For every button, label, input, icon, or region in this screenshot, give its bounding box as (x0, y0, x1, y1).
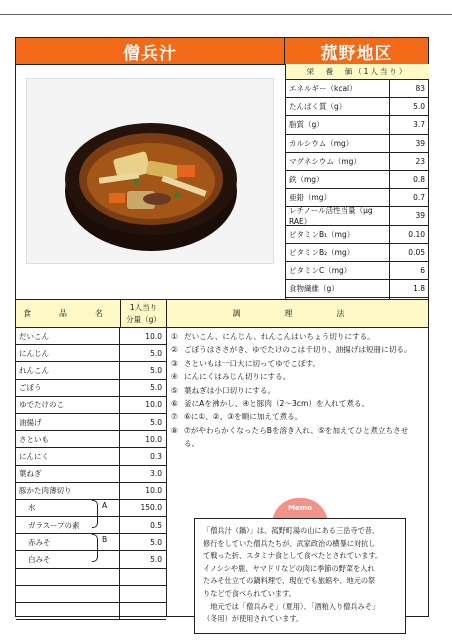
nutrient-value: 6 (420, 265, 425, 275)
nutrition-row (286, 262, 429, 280)
ingredient-name: 葉ねぎ (16, 466, 120, 482)
procedure-heading: 調 理 法 (167, 300, 428, 328)
step-number: ⑧ (171, 425, 178, 435)
procedure-step (171, 424, 423, 451)
ingredient-name: れんこん (16, 362, 120, 378)
ingredient-name (16, 569, 120, 585)
dish-title: 僧兵汁 (16, 38, 285, 64)
ingredient-quantity: 150.0 (140, 503, 162, 513)
ingredient-name: にんにく (16, 448, 120, 464)
group-b-label: B (102, 535, 108, 544)
ingredient-quantity: 5.0 (150, 348, 162, 358)
ingredient-quantity: 5.0 (150, 365, 162, 375)
ingredient-name: 豚かた肉薄切り (16, 483, 120, 499)
group-a-label: A (102, 501, 108, 510)
ingredient-row (16, 448, 166, 465)
ingredient-row (16, 362, 166, 379)
ingredient-row (16, 569, 166, 586)
ingredient-quantity: 0.5 (150, 520, 162, 530)
procedure-steps (171, 330, 423, 451)
procedure-step (171, 330, 423, 343)
procedure-step (171, 410, 423, 423)
nutrition-row (286, 207, 429, 225)
step-number: ⑦ (171, 412, 178, 422)
nutrient-value: 3.7 (413, 120, 425, 130)
ingredient-row (16, 466, 166, 483)
nutrient-label: エネルギー（kcal） (286, 80, 390, 97)
step-text: 釜にAを沸かし、④と豚肉（2～3cm）を入れて煮る。 (184, 399, 370, 409)
quantity-heading (121, 300, 166, 327)
ingredient-quantity: 5.0 (150, 383, 162, 393)
ingredient-quantity (120, 586, 166, 602)
ingredient-row (16, 586, 166, 603)
memo-line: 地元では「僧兵みそ」（夏用）、「酒粕入り僧兵みそ」 (203, 601, 380, 611)
ingredients-list (16, 328, 166, 620)
ingredient-name: さといも (16, 431, 120, 447)
step-number: ⑤ (171, 385, 178, 395)
nutrient-value: 23 (415, 156, 425, 166)
nutrient-value: 39 (415, 211, 425, 221)
step-text: ごぼうはささがき、ゆでたけのこは千切り、油揚げは短冊に切る。 (184, 345, 412, 355)
ingredients-header (16, 300, 166, 328)
nutrition-row (286, 135, 429, 153)
ingredient-row (16, 603, 166, 620)
dish-photo (26, 78, 274, 264)
step-text: ⑥に①、②、③を順に加えて煮る。 (184, 412, 303, 422)
ingredient-name (16, 586, 120, 602)
ingredient-name: 油揚げ (16, 414, 120, 430)
nutrition-row (286, 244, 429, 262)
ingredient-name: ゆでたけのこ (16, 397, 120, 413)
ingredient-quantity (120, 569, 166, 585)
step-number: ⑥ (171, 399, 178, 409)
ingredient-quantity: 10.0 (145, 400, 162, 410)
ingredient-quantity: 10.0 (145, 331, 162, 341)
ingredient-row (16, 328, 166, 345)
nutrient-label: 食物繊維（g） (286, 280, 390, 297)
recipe-sheet (15, 37, 429, 624)
ingredient-quantity: 10.0 (145, 486, 162, 496)
nutrient-value: 1.8 (413, 284, 425, 294)
nutrient-label: 亜鉛（mg） (286, 189, 390, 206)
ingredient-name (16, 603, 120, 619)
memo-line: たみそ仕立ての鍋料理で、現在でも旅館や、地元の祭 (203, 576, 376, 586)
quantity-heading-line2: 分量（g） (126, 314, 161, 324)
region-title: 菰野地区 (285, 38, 428, 64)
ingredient-quantity: 0.3 (150, 451, 162, 461)
nutrient-label: ビタミンB₁（mg） (286, 226, 390, 243)
memo-box (194, 518, 406, 634)
group-a-brace (92, 500, 98, 528)
procedure-step (171, 357, 423, 370)
nutrition-row (286, 280, 429, 298)
nutrient-value: 0.10 (408, 229, 425, 239)
ingredient-quantity: 5.0 (150, 555, 162, 565)
nutrition-row (286, 98, 429, 116)
nutrient-label: マグネシウム（mg） (286, 153, 390, 170)
ingredient-row (16, 500, 166, 517)
nutrient-label: 脂質（g） (286, 116, 390, 133)
nutrition-row (286, 226, 429, 244)
nutrient-label: ビタミンC（mg） (286, 262, 390, 279)
nutrition-row (286, 116, 429, 134)
memo-line: 「僧兵汁（鍋）」は、菰野町湯の山にある三岳寺で昔、 (203, 526, 380, 535)
top-rule (0, 14, 452, 15)
memo-line: イノシシや鹿、ヤマドリなどの肉に季節の野菜を入れ (203, 563, 375, 573)
step-text: 葉ねぎは小口切りにする。 (184, 385, 276, 395)
procedure-step (171, 397, 423, 410)
quantity-heading-line1: 1人当り (129, 302, 158, 312)
ingredient-row (16, 483, 166, 500)
ingredient-row (16, 431, 166, 448)
ingredient-name: 赤みそ (16, 534, 120, 550)
ingredient-name-heading: 食 品 名 (16, 300, 121, 327)
ingredient-quantity: 5.0 (150, 537, 162, 547)
nutrition-table (285, 64, 429, 316)
step-text: ⑦がやわらかくなったらBを溶き入れ、⑤を加えてひと煮立ちさせる。 (184, 425, 409, 449)
procedure-step (171, 343, 423, 356)
nutrient-value: 83 (415, 84, 425, 94)
ingredient-row (16, 397, 166, 414)
nutrient-value: 39 (415, 138, 425, 148)
nutrient-value: 0.8 (413, 175, 425, 185)
column-divider (166, 300, 167, 616)
ingredient-name: 水 (16, 500, 120, 516)
memo-line: 修行をしていた僧兵たちが、武家政治の横暴に対抗し (203, 538, 376, 548)
nutrient-label: カルシウム（mg） (286, 135, 390, 152)
step-number: ② (171, 345, 178, 355)
ingredient-quantity: 5.0 (150, 417, 162, 427)
step-text: さといもは一口大に切ってゆでこぼす。 (184, 358, 321, 368)
ingredient-quantity: 10.0 (145, 434, 162, 444)
step-text: だいこん、にんじん、れんこんはいちょう切りにする。 (184, 332, 375, 341)
nutrition-row (286, 171, 429, 189)
nutrition-row (286, 153, 429, 171)
ingredient-row (16, 517, 166, 534)
ingredient-row (16, 345, 166, 362)
nutrient-label: ビタミンB₂（mg） (286, 244, 390, 261)
nutrition-row (286, 80, 429, 98)
memo-line: りなどで食べられています。 (203, 588, 296, 598)
ingredient-name: にんじん (16, 345, 120, 361)
nutrient-value: 5.0 (413, 102, 425, 112)
ingredient-name: ガラスープの素 (16, 517, 120, 533)
ingredient-row (16, 534, 166, 551)
memo-badge: Memo (272, 498, 328, 528)
ingredient-quantity: 3.0 (150, 469, 162, 479)
nutrient-value: 0.7 (413, 193, 425, 203)
ingredient-row (16, 551, 166, 568)
step-text: にんにくはみじん切りにする。 (184, 372, 291, 382)
ingredient-quantity (120, 603, 166, 619)
memo-line: て戦った折、スタミナ食として食べたとされています。 (203, 551, 383, 561)
step-number: ③ (171, 358, 178, 368)
step-number: ④ (171, 372, 178, 382)
nutrient-label: たんぱく質（g） (286, 98, 390, 115)
nutrient-label: レチノール活性当量（μg RAE） (286, 207, 390, 224)
procedure-step (171, 384, 423, 397)
nutrient-label: 鉄（mg） (286, 171, 390, 188)
procedure-step (171, 370, 423, 383)
group-b-brace (92, 534, 98, 562)
ingredient-name: 白みそ (16, 551, 120, 567)
step-number: ① (171, 332, 178, 341)
memo-line: （冬用）が使用されています。 (203, 614, 304, 624)
ingredient-row (16, 380, 166, 397)
ingredient-name: だいこん (16, 328, 120, 344)
ingredient-name: ごぼう (16, 380, 120, 396)
nutrition-heading: 栄 養 価（1人当り） (286, 64, 429, 80)
nutrient-value: 0.05 (408, 247, 425, 257)
ingredient-row (16, 414, 166, 431)
